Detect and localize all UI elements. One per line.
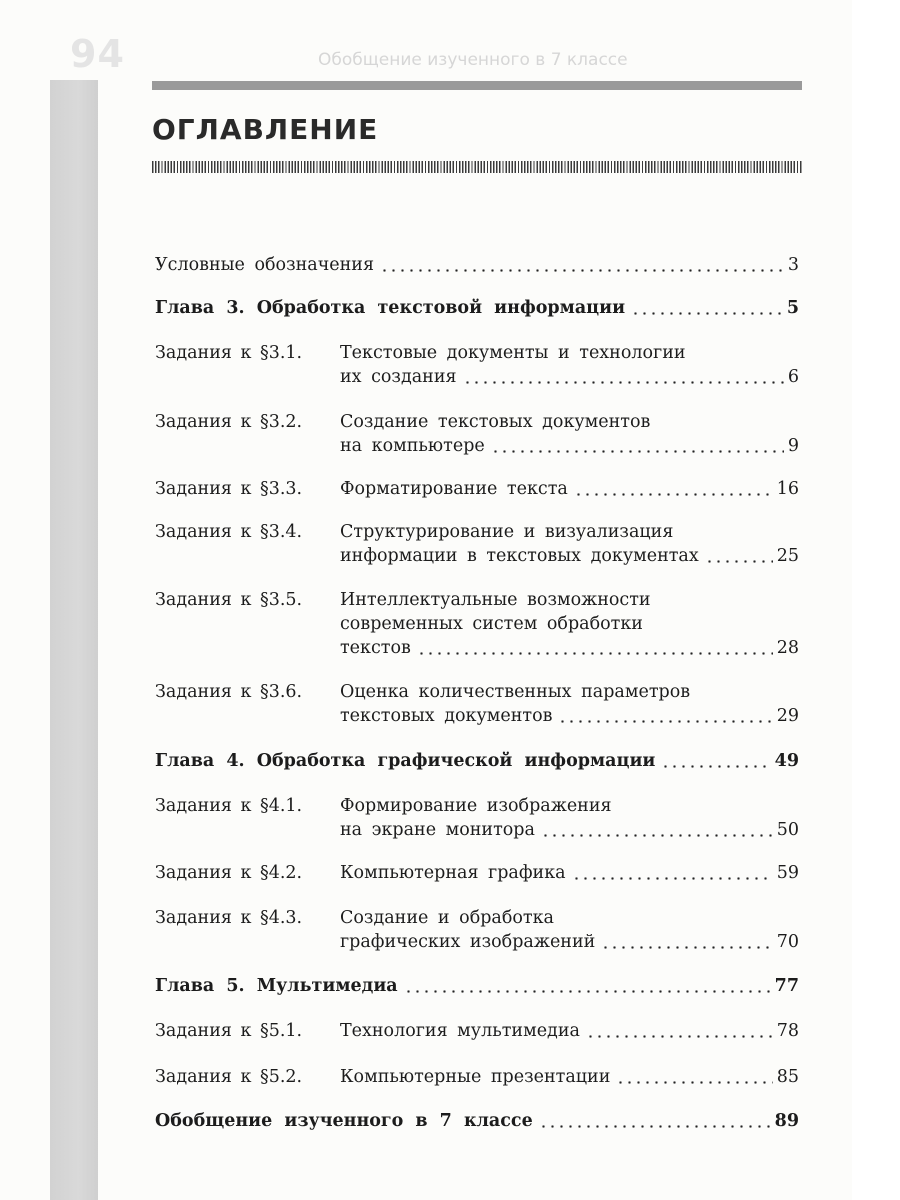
toc-page-number: 16 xyxy=(776,479,799,499)
toc-section-prefix: Задания к §4.2. xyxy=(155,863,303,883)
title-hatch-rule xyxy=(152,161,802,173)
toc-chapter-3 xyxy=(155,296,799,320)
toc-chapter-title: Глава 3. Обработка текстовой информации xyxy=(155,298,626,318)
toc-entry-3-4 xyxy=(155,520,799,568)
toc-entry-title: Компьютерные презентации xyxy=(340,1067,611,1087)
toc-page-number: 89 xyxy=(774,1111,799,1131)
toc-entry-title: Создание и обработка xyxy=(340,908,554,928)
toc-entry-4-3 xyxy=(155,906,799,954)
right-margin xyxy=(852,0,900,1200)
leader-dots xyxy=(601,946,772,949)
toc-entry-title-cont: текстов xyxy=(340,638,411,658)
toc-entry-title-cont: информации в текстовых документах xyxy=(340,546,699,566)
toc-section-prefix: Задания к §5.2. xyxy=(155,1067,303,1087)
toc-page-number: 77 xyxy=(774,976,799,996)
running-head: Обобщение изученного в 7 классе xyxy=(318,50,628,70)
toc-entry-title: Оценка количественных параметров xyxy=(340,682,691,702)
leader-dots xyxy=(705,560,773,563)
toc-section-prefix: Задания к §3.3. xyxy=(155,479,303,499)
toc-page-number: 70 xyxy=(776,932,799,952)
toc-entry-5-2 xyxy=(155,1065,799,1089)
toc-entry-3-1 xyxy=(155,341,799,389)
leader-dots xyxy=(572,877,773,880)
toc-chapter-4 xyxy=(155,749,799,773)
toc-entry-title: Компьютерная графика xyxy=(340,863,566,883)
toc-entry-3-3 xyxy=(155,477,799,501)
toc-entry-4-2 xyxy=(155,861,799,885)
toc-entry-title-cont: на экране монитора xyxy=(340,820,535,840)
toc-entry-title: Условные обозначения xyxy=(155,255,375,275)
leader-dots xyxy=(558,720,772,723)
toc-entry-4-1 xyxy=(155,794,799,842)
toc-page-number: 28 xyxy=(776,638,799,658)
toc-entry-5-1 xyxy=(155,1019,799,1043)
toc-entry-title-cont: их создания xyxy=(340,367,457,387)
toc-entry-title: Текстовые документы и технологии xyxy=(340,343,686,363)
leader-dots xyxy=(380,269,784,272)
leader-dots xyxy=(541,834,773,837)
leader-dots xyxy=(404,990,771,993)
leader-dots xyxy=(574,493,773,496)
toc-page-number: 5 xyxy=(786,298,799,318)
toc-entry-title-cont: графических изображений xyxy=(340,932,596,952)
toc-page-number: 3 xyxy=(787,255,799,275)
toc-page-number: 9 xyxy=(787,436,799,456)
toc-entry-3-2 xyxy=(155,410,799,458)
toc-page-number: 29 xyxy=(776,706,799,726)
side-strip xyxy=(50,80,98,1200)
toc-page-number: 50 xyxy=(776,820,799,840)
toc-entry-summary xyxy=(155,1109,799,1133)
toc-entry-title: Формирование изображения xyxy=(340,796,612,816)
toc-page-number: 78 xyxy=(776,1021,799,1041)
toc-section-prefix: Задания к §3.2. xyxy=(155,412,303,432)
leader-dots xyxy=(631,312,783,315)
toc-section-prefix: Задания к §3.6. xyxy=(155,682,303,702)
toc-page-number: 49 xyxy=(774,751,799,771)
toc-entry-title: Интеллектуальные возможности xyxy=(340,590,651,610)
toc-section-prefix: Задания к §4.3. xyxy=(155,908,303,928)
toc-entry-title-cont: текстовых документов xyxy=(340,706,553,726)
toc-entry-title: Форматирование текста xyxy=(340,479,568,499)
toc-section-prefix: Задания к §3.4. xyxy=(155,522,303,542)
toc-section-prefix: Задания к §4.1. xyxy=(155,796,303,816)
page-title: ОГЛАВЛЕНИЕ xyxy=(152,113,379,146)
leader-dots xyxy=(417,652,773,655)
toc-page-number: 6 xyxy=(787,367,799,387)
toc-page-number: 25 xyxy=(776,546,799,566)
toc-entry-3-6 xyxy=(155,680,799,728)
toc-section-prefix: Задания к §5.1. xyxy=(155,1021,303,1041)
toc-entry-title: Технология мультимедиа xyxy=(340,1021,580,1041)
toc-entry-title: Структурирование и визуализация xyxy=(340,522,674,542)
leader-dots xyxy=(491,450,784,453)
toc-entry-title-cont: современных систем обработки xyxy=(340,614,643,634)
leader-dots xyxy=(661,765,770,768)
leader-dots xyxy=(539,1125,771,1128)
top-rule xyxy=(152,81,802,90)
toc-entry-title: Создание текстовых документов xyxy=(340,412,651,432)
toc-section-prefix: Задания к §3.1. xyxy=(155,343,303,363)
toc-page-number: 59 xyxy=(776,863,799,883)
toc-entry-3-5 xyxy=(155,588,799,660)
toc-entry-title: Обобщение изученного в 7 классе xyxy=(155,1111,533,1131)
toc-page-number: 85 xyxy=(776,1067,799,1087)
toc-chapter-5 xyxy=(155,974,799,998)
toc-section-prefix: Задания к §3.5. xyxy=(155,590,303,610)
page-number: 94 xyxy=(70,32,125,76)
leader-dots xyxy=(586,1035,773,1038)
toc-chapter-title: Глава 5. Мультимедиа xyxy=(155,976,398,996)
toc-entry-title-cont: на компьютере xyxy=(340,436,485,456)
toc-chapter-title: Глава 4. Обработка графической информации xyxy=(155,751,656,771)
toc-entry-conventions xyxy=(155,253,799,277)
leader-dots xyxy=(616,1081,772,1084)
leader-dots xyxy=(463,381,784,384)
